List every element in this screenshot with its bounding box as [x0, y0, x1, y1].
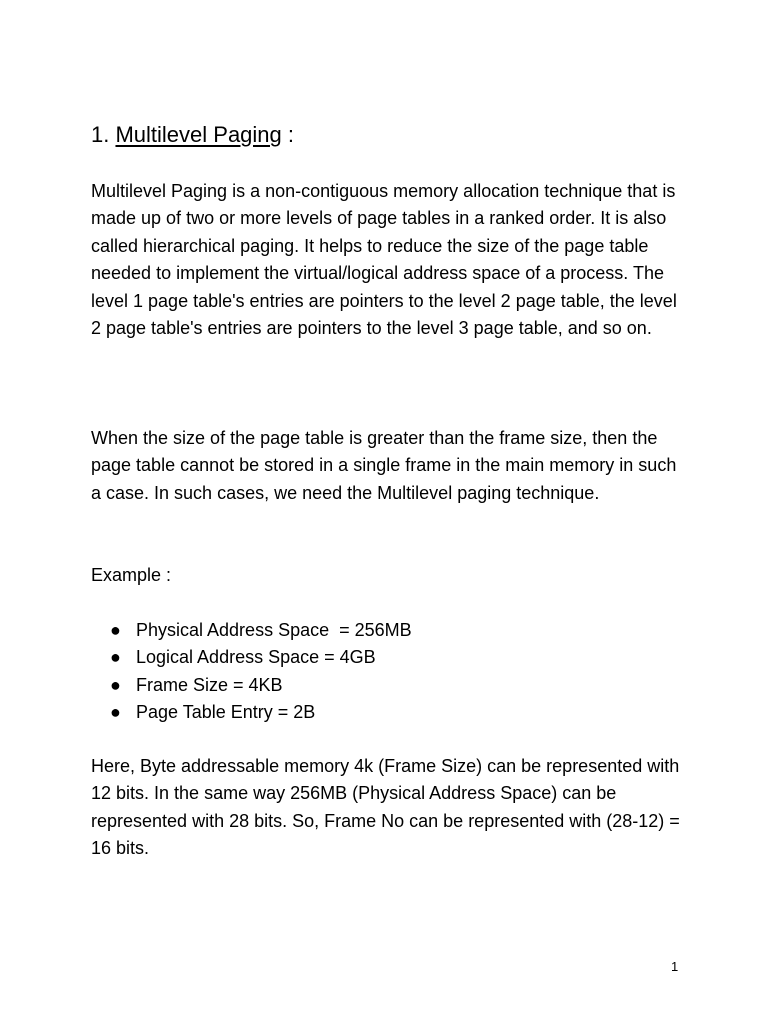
bullet-icon: ● — [110, 702, 121, 723]
intro-paragraph: Multilevel Paging is a non-contiguous memory allocation technique that is made up of two or more levels of page tables in a ranked order. It is also called hierarchical paging. It helps to reduce the size of the page table needed to implement the virtual/logical address space of a process. The level 1 page table's entries are pointers to the level 2 page table, the level 2 page table's entries are pointers to the level 3 page table, and so on. — [91, 181, 677, 339]
heading-number: 1. — [91, 122, 116, 147]
example-label: Example : — [91, 565, 172, 585]
bullet-icon: ● — [110, 674, 121, 695]
list-item-text: Physical Address Space = 256MB — [136, 620, 412, 640]
section-heading — [91, 120, 294, 150]
list-item-text: Page Table Entry = 2B — [136, 702, 316, 723]
list-item — [110, 644, 412, 671]
list-item-text: Logical Address Space = 4GB — [136, 647, 376, 668]
list-item — [110, 699, 412, 726]
list-item — [110, 672, 412, 699]
explanation-paragraph: Here, Byte addressable memory 4k (Frame Size) can be represented with 12 bits. In the same way 256MB (Physical Address Space) can be represented with 28 bits. So, Frame No can be represented with (28-12) = 16 bits. — [91, 756, 680, 859]
list-item — [110, 617, 412, 644]
heading-suffix: : — [281, 122, 295, 147]
bullet-icon: ● — [110, 620, 121, 640]
example-list — [110, 617, 412, 727]
condition-paragraph: When the size of the page table is greater than the frame size, then the page table cannot be stored in a single frame in the main memory in such a case. In such cases, we need the Multilevel paging technique. — [91, 428, 677, 503]
page-number: 1 — [671, 959, 679, 974]
heading-title: Multilevel Paging — [115, 122, 282, 147]
bullet-icon: ● — [110, 647, 121, 668]
list-item-text: Frame Size = 4KB — [136, 674, 283, 695]
